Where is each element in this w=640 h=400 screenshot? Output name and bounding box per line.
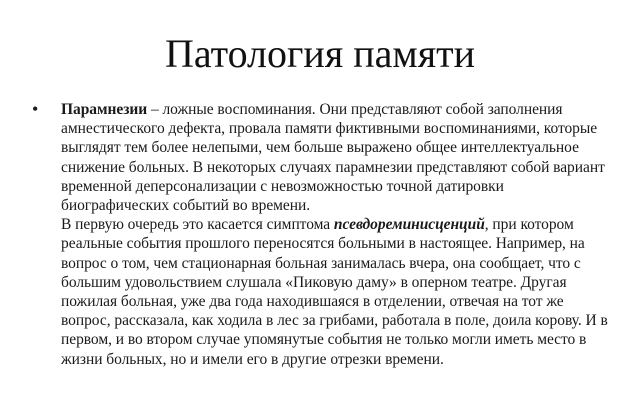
slide-content (32, 100, 612, 369)
paragraph-paramnesia (61, 100, 612, 215)
bullet-text (61, 100, 612, 369)
term-pseudoreminiscence: псевдореминисценций (333, 216, 485, 234)
paragraph-pseudoreminiscence (61, 215, 612, 369)
term-paramnesia: Парамнезии (61, 101, 148, 118)
paragraph-pseudoreminiscence-lead: В первую очередь это касается симптома (61, 216, 334, 234)
bullet-icon: • (32, 99, 39, 119)
paragraph-pseudoreminiscence-text: , при котором реальные события прошлого переносятся больными в настоящее. Например, на вопрос о том, чем стационарная больная занималась вчера, она сообщает, что с большим удовольствием слушала «Пиковую даму» в оперном театре. Другая пожилая больная, уже два года находившаяся в отделении, отвечая на тот же вопрос, рассказала, как ходила в лес за грибами, работала в поле, доила корову. И в первом, и во втором случае упомянутые события не только могли иметь место в жизни больных, но и имели его в другие отрезки времени. (61, 216, 608, 368)
slide-title: Патология памяти (165, 31, 475, 76)
paragraph-paramnesia-text: – ложные воспоминания. Они представляют собой заполнения амнестического дефекта, провала памяти фиктивными воспоминаниями, которые выглядят тем более нелепыми, чем больше выражено общее интеллектуальное снижение больных. В некоторых случаях парамнезии представляют собой вариант временной деперсонализации с невозможностью точной датировки биографических событий во времени. (61, 101, 605, 215)
